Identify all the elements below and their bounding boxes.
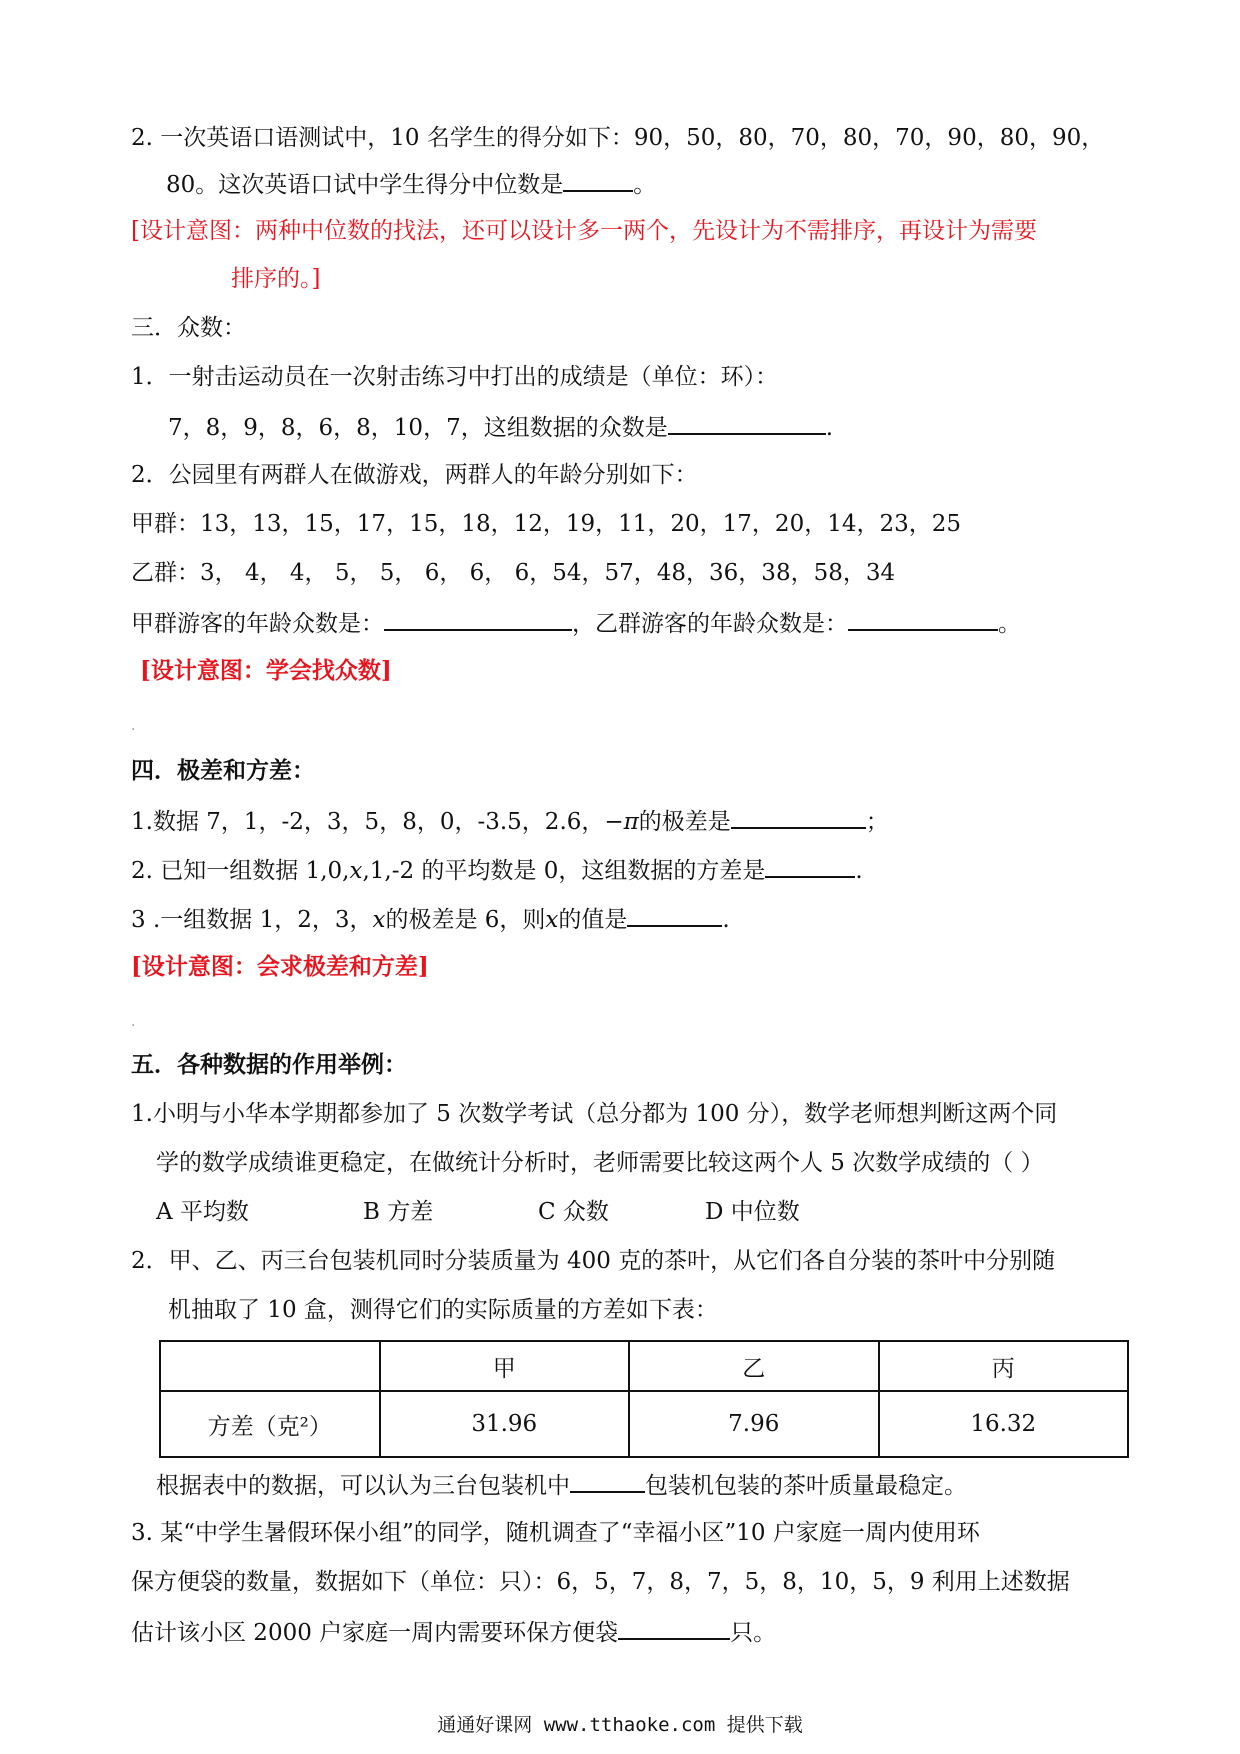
range-q3-label: 的值是 bbox=[558, 907, 628, 933]
range-q1-end: ； bbox=[865, 809, 889, 835]
range-q2-text: 2. 已知一组数据 1,0, bbox=[131, 858, 350, 884]
answer-blank[interactable] bbox=[731, 805, 866, 829]
mode-answer-end: 。 bbox=[998, 611, 1021, 637]
uses-q2-after-end: 包装机包装的茶叶质量最稳定。 bbox=[645, 1473, 967, 1499]
mode-q1-text: 7，8，9，8，6，8，10，7，这组数据的众数是 bbox=[168, 415, 668, 441]
table-header-row bbox=[160, 1341, 1128, 1391]
answer-blank[interactable] bbox=[384, 607, 572, 631]
range-q2 bbox=[131, 854, 863, 886]
section-heading-range: 四．极差和方差： bbox=[131, 757, 315, 784]
design-intent-mode: [设计意图：学会找众数] bbox=[140, 657, 392, 684]
table-header-cell: 丙 bbox=[879, 1341, 1129, 1391]
mode-answer-line bbox=[131, 607, 1021, 639]
uses-q3-line1: 3. 某“中学生暑假环保小组”的同学，随机调查了“幸福小区”10 户家庭一周内使用环 bbox=[131, 1520, 980, 1546]
mode-q1-line1: 1．一射击运动员在一次射击练习中打出的成绩是（单位：环）： bbox=[131, 364, 779, 390]
uses-q1-line1: 1.小明与小华本学期都参加了 5 次数学考试（总分都为 100 分），数学老师想判断这两个同 bbox=[131, 1101, 1058, 1127]
mode-q1-end: . bbox=[825, 415, 834, 441]
mode-answer-b-label: ，乙群游客的年龄众数是： bbox=[572, 611, 848, 637]
answer-blank[interactable] bbox=[570, 1469, 645, 1493]
range-q2-end: . bbox=[855, 858, 863, 884]
mode-q2-line1: 2．公园里有两群人在做游戏，两群人的年龄分别如下： bbox=[131, 462, 698, 488]
option-d[interactable]: D 中位数 bbox=[705, 1199, 800, 1225]
design-intent-median-1: [设计意图：两种中位数的找法，还可以设计多一两个，先设计为不需排序，再设计为需要 bbox=[131, 218, 1037, 244]
mode-answer-a-label: 甲群游客的年龄众数是： bbox=[131, 611, 384, 637]
q2-text: 80。这次英语口试中学生得分中位数是 bbox=[166, 172, 564, 198]
answer-blank[interactable] bbox=[668, 411, 826, 435]
q2-end: 。 bbox=[633, 172, 657, 198]
table-cell: 16.32 bbox=[879, 1391, 1129, 1457]
mode-q1-line2 bbox=[168, 411, 833, 443]
group-a-ages: 甲群：13，13，15，17，15，18，12，19，11，20，17，20，14，23，25 bbox=[131, 511, 961, 537]
range-q3-end: . bbox=[722, 907, 730, 933]
uses-q1-line2: 学的数学成绩谁更稳定，在做统计分析时，老师需要比较这两个人 5 次数学成绩的（ ） bbox=[156, 1150, 1044, 1176]
design-intent-median-2: 排序的。] bbox=[231, 266, 321, 292]
range-q3 bbox=[131, 903, 730, 935]
uses-q2-line1: 2．甲、乙、丙三台包装机同时分装质量为 400 克的茶叶，从它们各自分装的茶叶中分别随 bbox=[131, 1248, 1056, 1274]
table-row bbox=[160, 1391, 1128, 1457]
answer-blank[interactable] bbox=[563, 168, 633, 192]
table-cell: 31.96 bbox=[380, 1391, 629, 1457]
uses-q3-line2: 保方便袋的数量，数据如下（单位：只）：6，5，7，8，7，5，8，10，5，9 利用上述数据 bbox=[131, 1569, 1070, 1595]
design-intent-range: [设计意图：会求极差和方差] bbox=[131, 953, 429, 980]
range-q1-text: 1.数据 7，1，-2，3，5，8，0，-3.5，2.6， bbox=[131, 809, 605, 835]
table-header-cell: 甲 bbox=[380, 1341, 629, 1391]
q2-line2 bbox=[166, 168, 656, 200]
variable-x: x bbox=[349, 858, 363, 884]
table-header-cell bbox=[160, 1341, 380, 1391]
table-row-label: 方差（克²） bbox=[160, 1391, 380, 1457]
uses-q3-text: 估计该小区 2000 户家庭一周内需要环保方便袋 bbox=[131, 1620, 619, 1646]
answer-blank[interactable] bbox=[618, 1616, 730, 1640]
uses-q2-answer bbox=[156, 1469, 967, 1501]
page-footer[interactable]: 通通好课网 www.tthaoke.com 提供下载 bbox=[437, 1714, 803, 1736]
range-q3-text: 3 .一组数据 1，2，3， bbox=[131, 907, 373, 933]
group-b-ages: 乙群：3， 4， 4， 5， 5， 6， 6， 6，54，57，48，36，38，58，34 bbox=[131, 560, 896, 586]
answer-blank[interactable] bbox=[627, 903, 722, 927]
range-q1-label: 的极差是 bbox=[638, 809, 731, 835]
variable-x: x bbox=[372, 907, 386, 933]
uses-q3-line3 bbox=[131, 1616, 776, 1648]
section-heading-uses: 五．各种数据的作用举例： bbox=[131, 1051, 407, 1078]
variable-x: x bbox=[545, 907, 559, 933]
table-cell: 7.96 bbox=[629, 1391, 878, 1457]
range-q3-mid: 的极差是 6，则 bbox=[385, 907, 546, 933]
q2-line1: 2. 一次英语口语测试中，10 名学生的得分如下：90，50，80，70，80，70，90，80，90， bbox=[131, 125, 1105, 151]
uses-q3-end: 只。 bbox=[730, 1620, 777, 1646]
option-b[interactable]: B 方差 bbox=[363, 1199, 434, 1225]
variance-table bbox=[159, 1340, 1129, 1458]
range-q2-label: ,1,-2 的平均数是 0，这组数据的方差是 bbox=[362, 858, 766, 884]
option-c[interactable]: C 众数 bbox=[538, 1199, 609, 1225]
stray-mark: . bbox=[131, 1014, 136, 1030]
section-heading-mode: 三．众数： bbox=[131, 315, 246, 341]
neg-pi-symbol: −π bbox=[604, 809, 639, 835]
answer-blank[interactable] bbox=[848, 607, 998, 631]
uses-q2-line2: 机抽取了 10 盒，测得它们的实际质量的方差如下表： bbox=[168, 1297, 718, 1323]
range-q1 bbox=[131, 805, 889, 837]
stray-mark: . bbox=[131, 718, 136, 734]
uses-q2-after-text: 根据表中的数据，可以认为三台包装机中 bbox=[156, 1473, 570, 1499]
answer-blank[interactable] bbox=[765, 854, 855, 878]
option-a[interactable]: A 平均数 bbox=[156, 1199, 249, 1225]
table-header-cell: 乙 bbox=[629, 1341, 878, 1391]
